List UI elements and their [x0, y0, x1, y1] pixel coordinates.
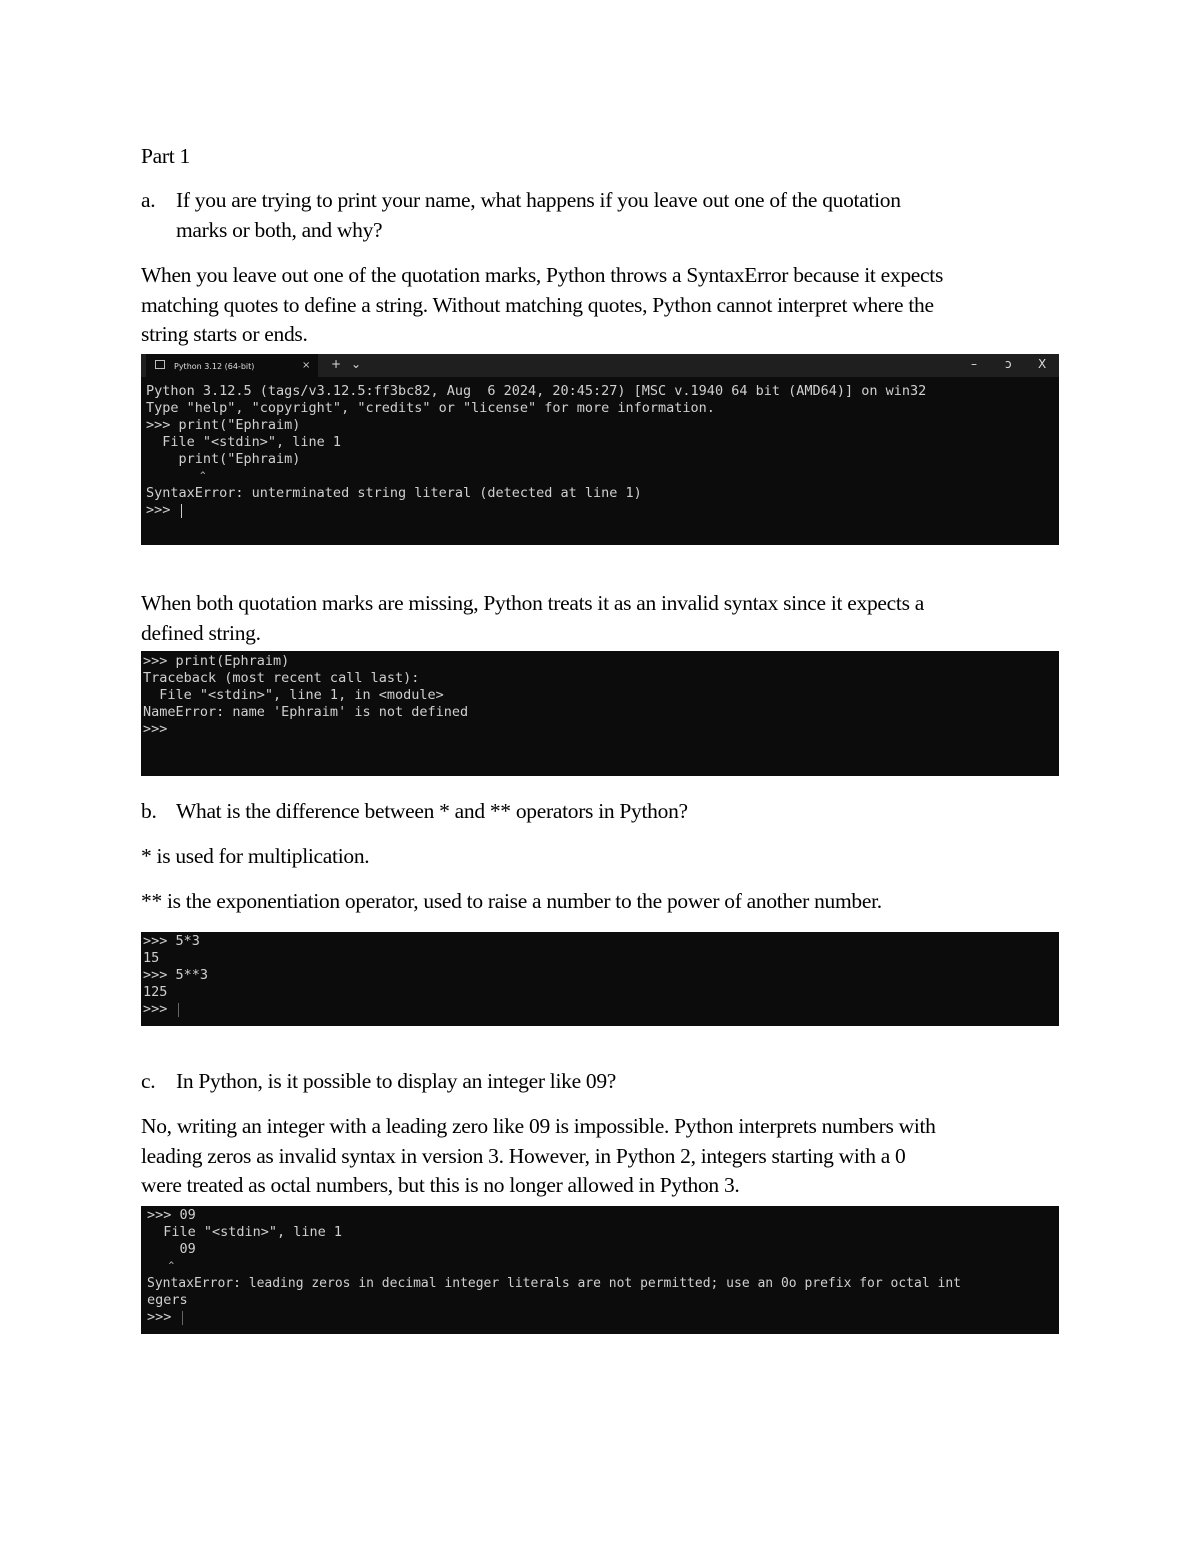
terminal-screenshot-4 — [141, 1206, 1059, 1334]
terminal-4-output — [147, 1207, 961, 1326]
new-tab-button[interactable]: + — [331, 357, 342, 371]
terminal-line: SyntaxError: leading zeros in decimal integer literals are not permitted; use an 0o prefix for octal int — [147, 1276, 961, 1291]
answer-c-line-1: No, writing an integer with a leading zero like 09 is impossible. Python interprets numbers with — [141, 1114, 936, 1138]
terminal-line: egers — [147, 1292, 188, 1308]
terminal-line: print("Ephraim) — [146, 451, 301, 467]
question-a-text — [176, 186, 1036, 245]
answer-a-paragraph-1 — [141, 261, 1059, 350]
terminal-line: SyntaxError: unterminated string literal (detected at line 1) — [146, 485, 642, 501]
terminal-screenshot-2 — [141, 651, 1059, 776]
restore-button[interactable]: ↄ — [1005, 357, 1012, 371]
terminal-line: Python 3.12.5 (tags/v3.12.5:ff3bc82, Aug 6 2024, 20:45:27) [MSC v.1940 64 bit (AMD64)] on win32 — [146, 383, 927, 399]
terminal-cursor — [181, 504, 182, 518]
question-b-letter: b. — [141, 799, 157, 823]
terminal-prompt: >>> — [146, 502, 179, 518]
terminal-window-1 — [141, 354, 1059, 545]
terminal-prompt-row[interactable] — [143, 1001, 208, 1018]
terminal-line: >>> 09 — [147, 1207, 196, 1223]
answer-a-paragraph-2 — [141, 589, 1059, 648]
question-a-line-2: marks or both, and why? — [176, 217, 383, 242]
answer-b-paragraph-2: ** is the exponentiation operator, used to raise a number to the power of another number. — [141, 889, 882, 913]
terminal-cursor — [178, 1003, 179, 1017]
terminal-2-output — [143, 653, 468, 738]
terminal-line: >>> print("Ephraim) — [146, 417, 301, 433]
terminal-line: NameError: name 'Ephraim' is not defined — [143, 704, 469, 720]
terminal-line: >>> 5*3 — [143, 933, 200, 949]
terminal-prompt-row[interactable] — [146, 502, 926, 519]
answer-c-paragraph — [141, 1112, 1059, 1201]
answer-a2-line-2: defined string. — [141, 620, 261, 645]
terminal-tab[interactable] — [146, 354, 318, 377]
terminal-titlebar — [141, 354, 1059, 377]
terminal-prompt: >>> — [143, 1001, 176, 1017]
terminal-prompt-row[interactable] — [147, 1309, 961, 1326]
terminal-line: ^ — [146, 471, 206, 481]
terminal-line: File "<stdin>", line 1 — [146, 434, 342, 450]
terminal-line: >>> print(Ephraim) — [143, 653, 290, 669]
answer-a1-line-2: matching quotes to define a string. Without matching quotes, Python cannot interpret where the — [141, 292, 934, 317]
tab-close-icon[interactable]: × — [302, 360, 311, 371]
answer-b-paragraph-1: * is used for multiplication. — [141, 844, 370, 868]
terminal-line: File "<stdin>", line 1, in <module> — [143, 687, 444, 703]
terminal-line: 15 — [143, 950, 160, 966]
terminal-line: File "<stdin>", line 1 — [147, 1224, 343, 1240]
question-a-letter: a. — [141, 188, 156, 212]
close-button[interactable]: X — [1038, 357, 1047, 371]
terminal-icon — [155, 360, 165, 369]
terminal-screenshot-3 — [141, 932, 1059, 1026]
terminal-line: 125 — [143, 984, 168, 1000]
answer-a1-line-3: string starts or ends. — [141, 322, 308, 346]
question-c-text: In Python, is it possible to display an integer like 09? — [176, 1069, 617, 1093]
minimize-button[interactable]: – — [971, 357, 977, 371]
terminal-line: Type "help", "copyright", "credits" or "license" for more information. — [146, 400, 715, 416]
question-c-letter: c. — [141, 1069, 156, 1093]
question-b-text: What is the difference between * and ** operators in Python? — [176, 799, 688, 823]
tab-dropdown-icon[interactable]: ⌄ — [351, 357, 362, 371]
terminal-1-output — [146, 383, 926, 519]
answer-c-line-2: leading zeros as invalid syntax in version 3. However, in Python 2, integers starting with a 0 — [141, 1143, 906, 1168]
terminal-line: ^ — [147, 1261, 175, 1271]
terminal-line: >>> — [143, 721, 168, 737]
part-title: Part 1 — [141, 144, 190, 168]
answer-c-line-3: were treated as octal numbers, but this is no longer allowed in Python 3. — [141, 1173, 740, 1197]
terminal-prompt: >>> — [147, 1309, 180, 1325]
terminal-cursor — [182, 1311, 183, 1325]
terminal-line: Traceback (most recent call last): — [143, 670, 420, 686]
question-a-line-1: If you are trying to print your name, what happens if you leave out one of the quotation — [176, 188, 901, 212]
terminal-3-output — [143, 933, 208, 1018]
answer-a2-line-1: When both quotation marks are missing, Python treats it as an invalid syntax since it expects a — [141, 591, 924, 615]
answer-a1-line-1: When you leave out one of the quotation marks, Python throws a SyntaxError because it expects — [141, 263, 944, 287]
terminal-line: >>> 5**3 — [143, 967, 209, 983]
terminal-line: 09 — [147, 1241, 196, 1257]
tab-title: Python 3.12 (64-bit) — [174, 362, 255, 371]
